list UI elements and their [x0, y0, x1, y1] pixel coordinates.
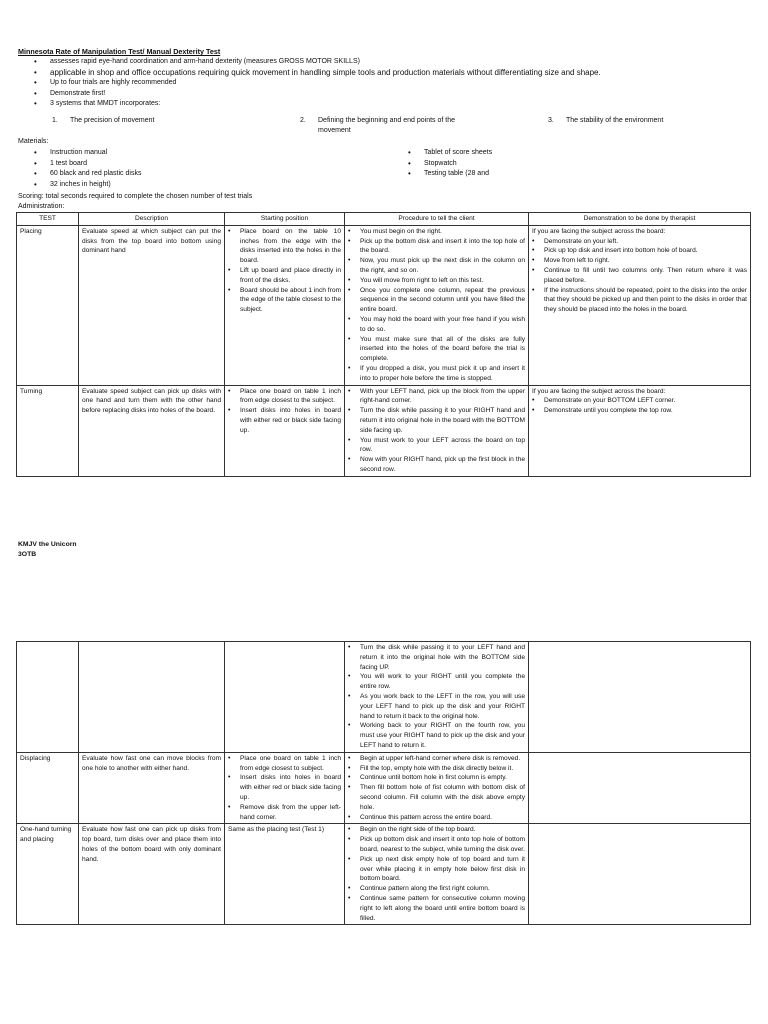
material-item: • Stopwatch [406, 159, 492, 170]
procedure-cell [345, 752, 529, 824]
starting-position-cell [225, 385, 345, 476]
materials-list-left [32, 148, 141, 190]
list-item: • With your LEFT hand, pick up the block from the upper right-hand corner. [348, 387, 525, 407]
table-row [17, 225, 751, 385]
description-cell: Evaluate speed subject can pick up disks with one hand and turn them with the other hand before replacing disks into holes of the board. [79, 385, 225, 476]
list-item: • Place one board on table 1 inch from edge closest to the subject. [228, 387, 341, 407]
list-item: • You must begin on the right. [348, 227, 525, 237]
starting-position-cell [225, 642, 345, 753]
demonstration-cell [529, 642, 751, 753]
test-name-cell: One-hand turning and placing [17, 824, 79, 925]
author-signature [18, 540, 77, 560]
signature-line-2: 3OTB [18, 551, 37, 558]
starting-position-cell [225, 752, 345, 824]
list-item: • You must make sure that all of the disks are fully inserted into the holes of the board before the trial is complete. [348, 335, 525, 364]
column-header-procedure: Procedure to tell the client [345, 213, 529, 226]
starting-position-cell [225, 225, 345, 385]
procedure-cell [345, 225, 529, 385]
list-item: • Pick up top disk and insert into bottom hole of board. [532, 246, 747, 256]
document-page-2 [0, 620, 768, 1024]
procedure-cell [345, 385, 529, 476]
list-item: • Continue pattern along the first right column. [348, 884, 525, 894]
table-row [17, 752, 751, 824]
list-item: • Pick up bottom disk and insert it onto top hole of bottom board, nearest to the subject, while turning the disk over. [348, 835, 525, 855]
demonstration-cell [529, 752, 751, 824]
list-item: • You will move from right to left on this test. [348, 276, 525, 286]
signature-line-1: KMJV the Unicorn [18, 541, 77, 548]
list-item: • Once you complete one column, repeat the previous sequence in the second column until you have filled the entire board. [348, 286, 525, 315]
procedure-cell [345, 824, 529, 925]
description-cell [79, 642, 225, 753]
column-header-demonstration: Demonstration to be done by therapist [529, 213, 751, 226]
test-name-cell [17, 642, 79, 753]
intro-bullet: • assesses rapid eye-hand coordination and arm-hand dexterity (measures GROSS MOTOR SKILLS) [32, 57, 601, 68]
list-item: • Continue to fill until two columns only. Then return where it was placed before. [532, 266, 747, 286]
scoring-text: Scoring: total seconds required to complete the chosen number of test trials [18, 193, 253, 200]
starting-position-cell: Same as the placing test (Test 1) [225, 824, 345, 925]
list-item: • Fill the top, empty hole with the disk directly below it. [348, 764, 525, 774]
list-item: • Demonstrate until you complete the top row. [532, 406, 747, 416]
materials-list-right [406, 148, 492, 180]
test-name-cell: Placing [17, 225, 79, 385]
intro-bullet: • Demonstrate first! [32, 89, 601, 100]
list-item: • Board should be about 1 inch from the edge of the table closest to the subject. [228, 286, 341, 315]
procedure-cell [345, 642, 529, 753]
list-item: • Then fill bottom hole of fist column with bottom disk of second column. Fill column with the disk above empty hole. [348, 783, 525, 812]
administration-label: Administration: [18, 203, 65, 210]
material-item: • 60 black and red plastic disks [32, 169, 141, 180]
list-item: • Working back to your RIGHT on the fourth row, you must use your RIGHT hand to pick up the disk and your LEFT hand to return it. [348, 721, 525, 750]
list-item: • You must work to your LEFT across the board on top row. [348, 436, 525, 456]
material-item: • Tablet of score sheets [406, 148, 492, 159]
test-name-cell: Turning [17, 385, 79, 476]
list-item: • As you work back to the LEFT in the row, you will use your LEFT hand to pick up the disk and your RIGHT hand to return it back to the original hole. [348, 692, 525, 721]
list-item: • If you dropped a disk, you must pick it up and insert it into to proper hole before the time is stopped. [348, 364, 525, 384]
system-item-2: 2. Defining the beginning and end points of the movement [300, 117, 455, 135]
list-item: • Insert disks into holes in board with either red or black side facing up. [228, 773, 341, 802]
table-row [17, 824, 751, 925]
intro-bullet: • applicable in shop and office occupations requiring quick movement in handling simple tools and production materials without differentiating size and shape. [32, 68, 601, 79]
list-item: • Insert disks into holes in board with either red or black side facing up. [228, 406, 341, 435]
list-item: • Begin on the right side of the top board. [348, 825, 525, 835]
column-header-description: Description [79, 213, 225, 226]
list-item: • You will work to your RIGHT until you complete the entire row. [348, 672, 525, 692]
list-item: • Pick up the bottom disk and insert it into the top hole of the board. [348, 237, 525, 257]
table-row [17, 642, 751, 753]
list-item: • Now with your RIGHT hand, pick up the first block in the second row. [348, 455, 525, 475]
demonstration-cell [529, 225, 751, 385]
demo-intro: If you are facing the subject across the board: [532, 387, 666, 395]
list-item: • If the instructions should be repeated, point to the disks into the order that they should be picked up and then point to the disks in order that they should be placed into the holes in the board. [532, 286, 747, 315]
list-item: • Remove disk from the upper left-hand corner. [228, 803, 341, 823]
material-item: • 32 inches in height) [32, 180, 141, 191]
list-item: • Turn the disk while passing it to your LEFT hand and return it into the original hole with the BOTTOM side facing UP. [348, 643, 525, 672]
list-item: • Continue this pattern across the entire board. [348, 813, 525, 823]
material-item: • Instruction manual [32, 148, 141, 159]
list-item: • Demonstrate on your left. [532, 237, 747, 247]
system-item-1: 1. The precision of movement [52, 117, 155, 124]
column-header-test: TEST [17, 213, 79, 226]
intro-bullet: • 3 systems that MMDT incorporates: [32, 99, 601, 110]
column-header-starting-position: Starting position [225, 213, 345, 226]
list-item: • Now, you must pick up the next disk in the column on the right, and so on. [348, 256, 525, 276]
test-name-cell: Displacing [17, 752, 79, 824]
demonstration-cell [529, 385, 751, 476]
material-item: • Testing table (28 and [406, 169, 492, 180]
list-item: • Move from left to right. [532, 256, 747, 266]
intro-bullet: • Up to four trials are highly recommended [32, 78, 601, 89]
administration-table-page-1 [16, 212, 751, 477]
document-title: Minnesota Rate of Manipulation Test/ Manual Dexterity Test [18, 47, 221, 56]
list-item: • Demonstrate on your BOTTOM LEFT corner. [532, 396, 747, 406]
list-item: • You may hold the board with your free hand if you wish to do so. [348, 315, 525, 335]
list-item: • Place board on the table 10 inches from the edge with the disks inserted into the holes in the board. [228, 227, 341, 266]
list-item: • Continue until bottom hole in first column is empty. [348, 773, 525, 783]
list-item: • Place one board on table 1 inch from edge closest to subject. [228, 754, 341, 774]
description-cell: Evaluate how fast one can pick up disks from top board, turn disks over and place them into holes of the bottom board with only dominant hand. [79, 824, 225, 925]
administration-table-page-2 [16, 641, 751, 925]
materials-label: Materials: [18, 138, 49, 145]
list-item: • Pick up next disk empty hole of top board and turn it over while placing it in empty hole below first disk in bottom board. [348, 855, 525, 884]
table-header-row [17, 213, 751, 226]
list-item: • Continue same pattern for consecutive column moving right to left along the board until entire bottom board is filled. [348, 894, 525, 923]
demo-intro: If you are facing the subject across the board: [532, 227, 666, 235]
table-row [17, 385, 751, 476]
system-item-3: 3. The stability of the environment [548, 117, 664, 124]
list-item: • Turn the disk while passing it to your RIGHT hand and return it into original hole in the board with the BOTTOM side facing up. [348, 406, 525, 435]
description-cell: Evaluate how fast one can move blocks from one hole to another with either hand. [79, 752, 225, 824]
description-cell: Evaluate speed at which subject can put the disks from the top board into bottom using dominant hand [79, 225, 225, 385]
list-item: • Begin at upper left-hand corner where disk is removed. [348, 754, 525, 764]
demonstration-cell [529, 824, 751, 925]
material-item: • 1 test board [32, 159, 141, 170]
intro-bullet-list [32, 57, 601, 110]
list-item: • Lift up board and place directly in front of the disks. [228, 266, 341, 286]
